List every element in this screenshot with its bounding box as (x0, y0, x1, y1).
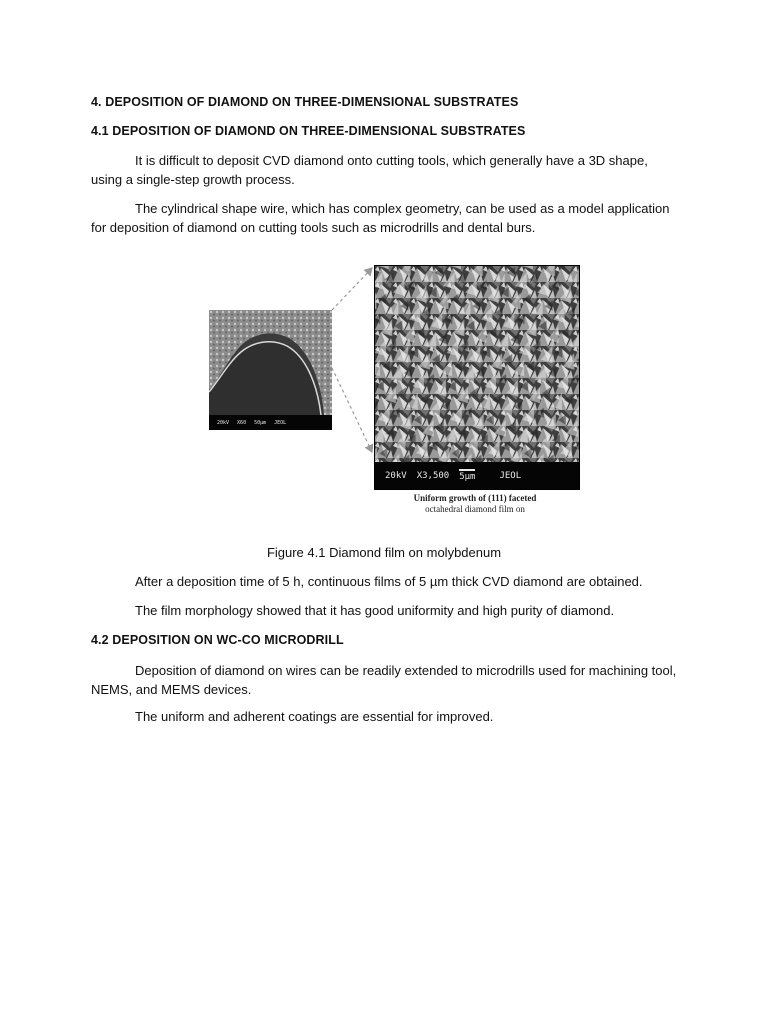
section-heading-4-2: 4.2 DEPOSITION ON WC-CO MICRODRILL (91, 633, 344, 647)
section-heading-4-1: 4.1 DEPOSITION OF DIAMOND ON THREE-DIMENSIONAL SUBSTRATES (91, 124, 526, 138)
sem-large-scale: 5μm (459, 469, 475, 482)
sem-large-voltage: 20kV (385, 470, 407, 481)
figure-inset-label-line2: octahedral diamond film on (425, 504, 525, 514)
sem-small-voltage: 20kV (217, 419, 230, 426)
sem-large-magnification: X3,500 (416, 470, 450, 481)
paragraph-2 (91, 199, 681, 237)
paragraph-5 (91, 661, 681, 699)
paragraph-2-text: The cylindrical shape wire, which has complex geometry, can be used as a model application for deposition of diamond on cutting tools such as microdrills and dental burs. (91, 201, 670, 235)
sem-diamond-picture (375, 266, 579, 462)
sem-small-scalebar (209, 415, 332, 430)
sem-wire-picture (209, 310, 332, 415)
paragraph-4: The film morphology showed that it has good uniformity and high purity of diamond. (135, 603, 615, 618)
sem-image-wire-low-mag (209, 310, 332, 430)
sem-image-diamond-film (374, 265, 580, 490)
sem-small-brand: JEOL (274, 419, 287, 426)
figure-inset-label-line1: Uniform growth of (111) faceted (413, 493, 537, 503)
paragraph-6: The uniform and adherent coatings are essential for improved. (135, 709, 494, 724)
sem-small-scale: 50μm (254, 419, 267, 426)
sem-large-scalebar (375, 462, 579, 489)
sem-small-magnification: X60 (237, 419, 247, 426)
paragraph-5-text: Deposition of diamond on wires can be readily extended to microdrills used for machining tool, NEMS, and MEMS devices. (91, 663, 677, 697)
paragraph-3: After a deposition time of 5 h, continuous films of 5 µm thick CVD diamond are obtained. (135, 574, 643, 589)
arrow-top (332, 268, 372, 310)
sem-large-brand: JEOL (499, 470, 522, 481)
section-heading-4: 4. DEPOSITION OF DIAMOND ON THREE-DIMENSIONAL SUBSTRATES (91, 95, 519, 109)
paragraph-1-text: It is difficult to deposit CVD diamond onto cutting tools, which generally have a 3D shape, using a single-step growth process. (91, 153, 648, 187)
arrow-bottom (332, 368, 372, 452)
figure-4-1 (200, 258, 590, 523)
paragraph-1 (91, 151, 681, 189)
figure-inset-label (395, 493, 555, 515)
figure-caption: Figure 4.1 Diamond film on molybdenum (266, 545, 502, 560)
